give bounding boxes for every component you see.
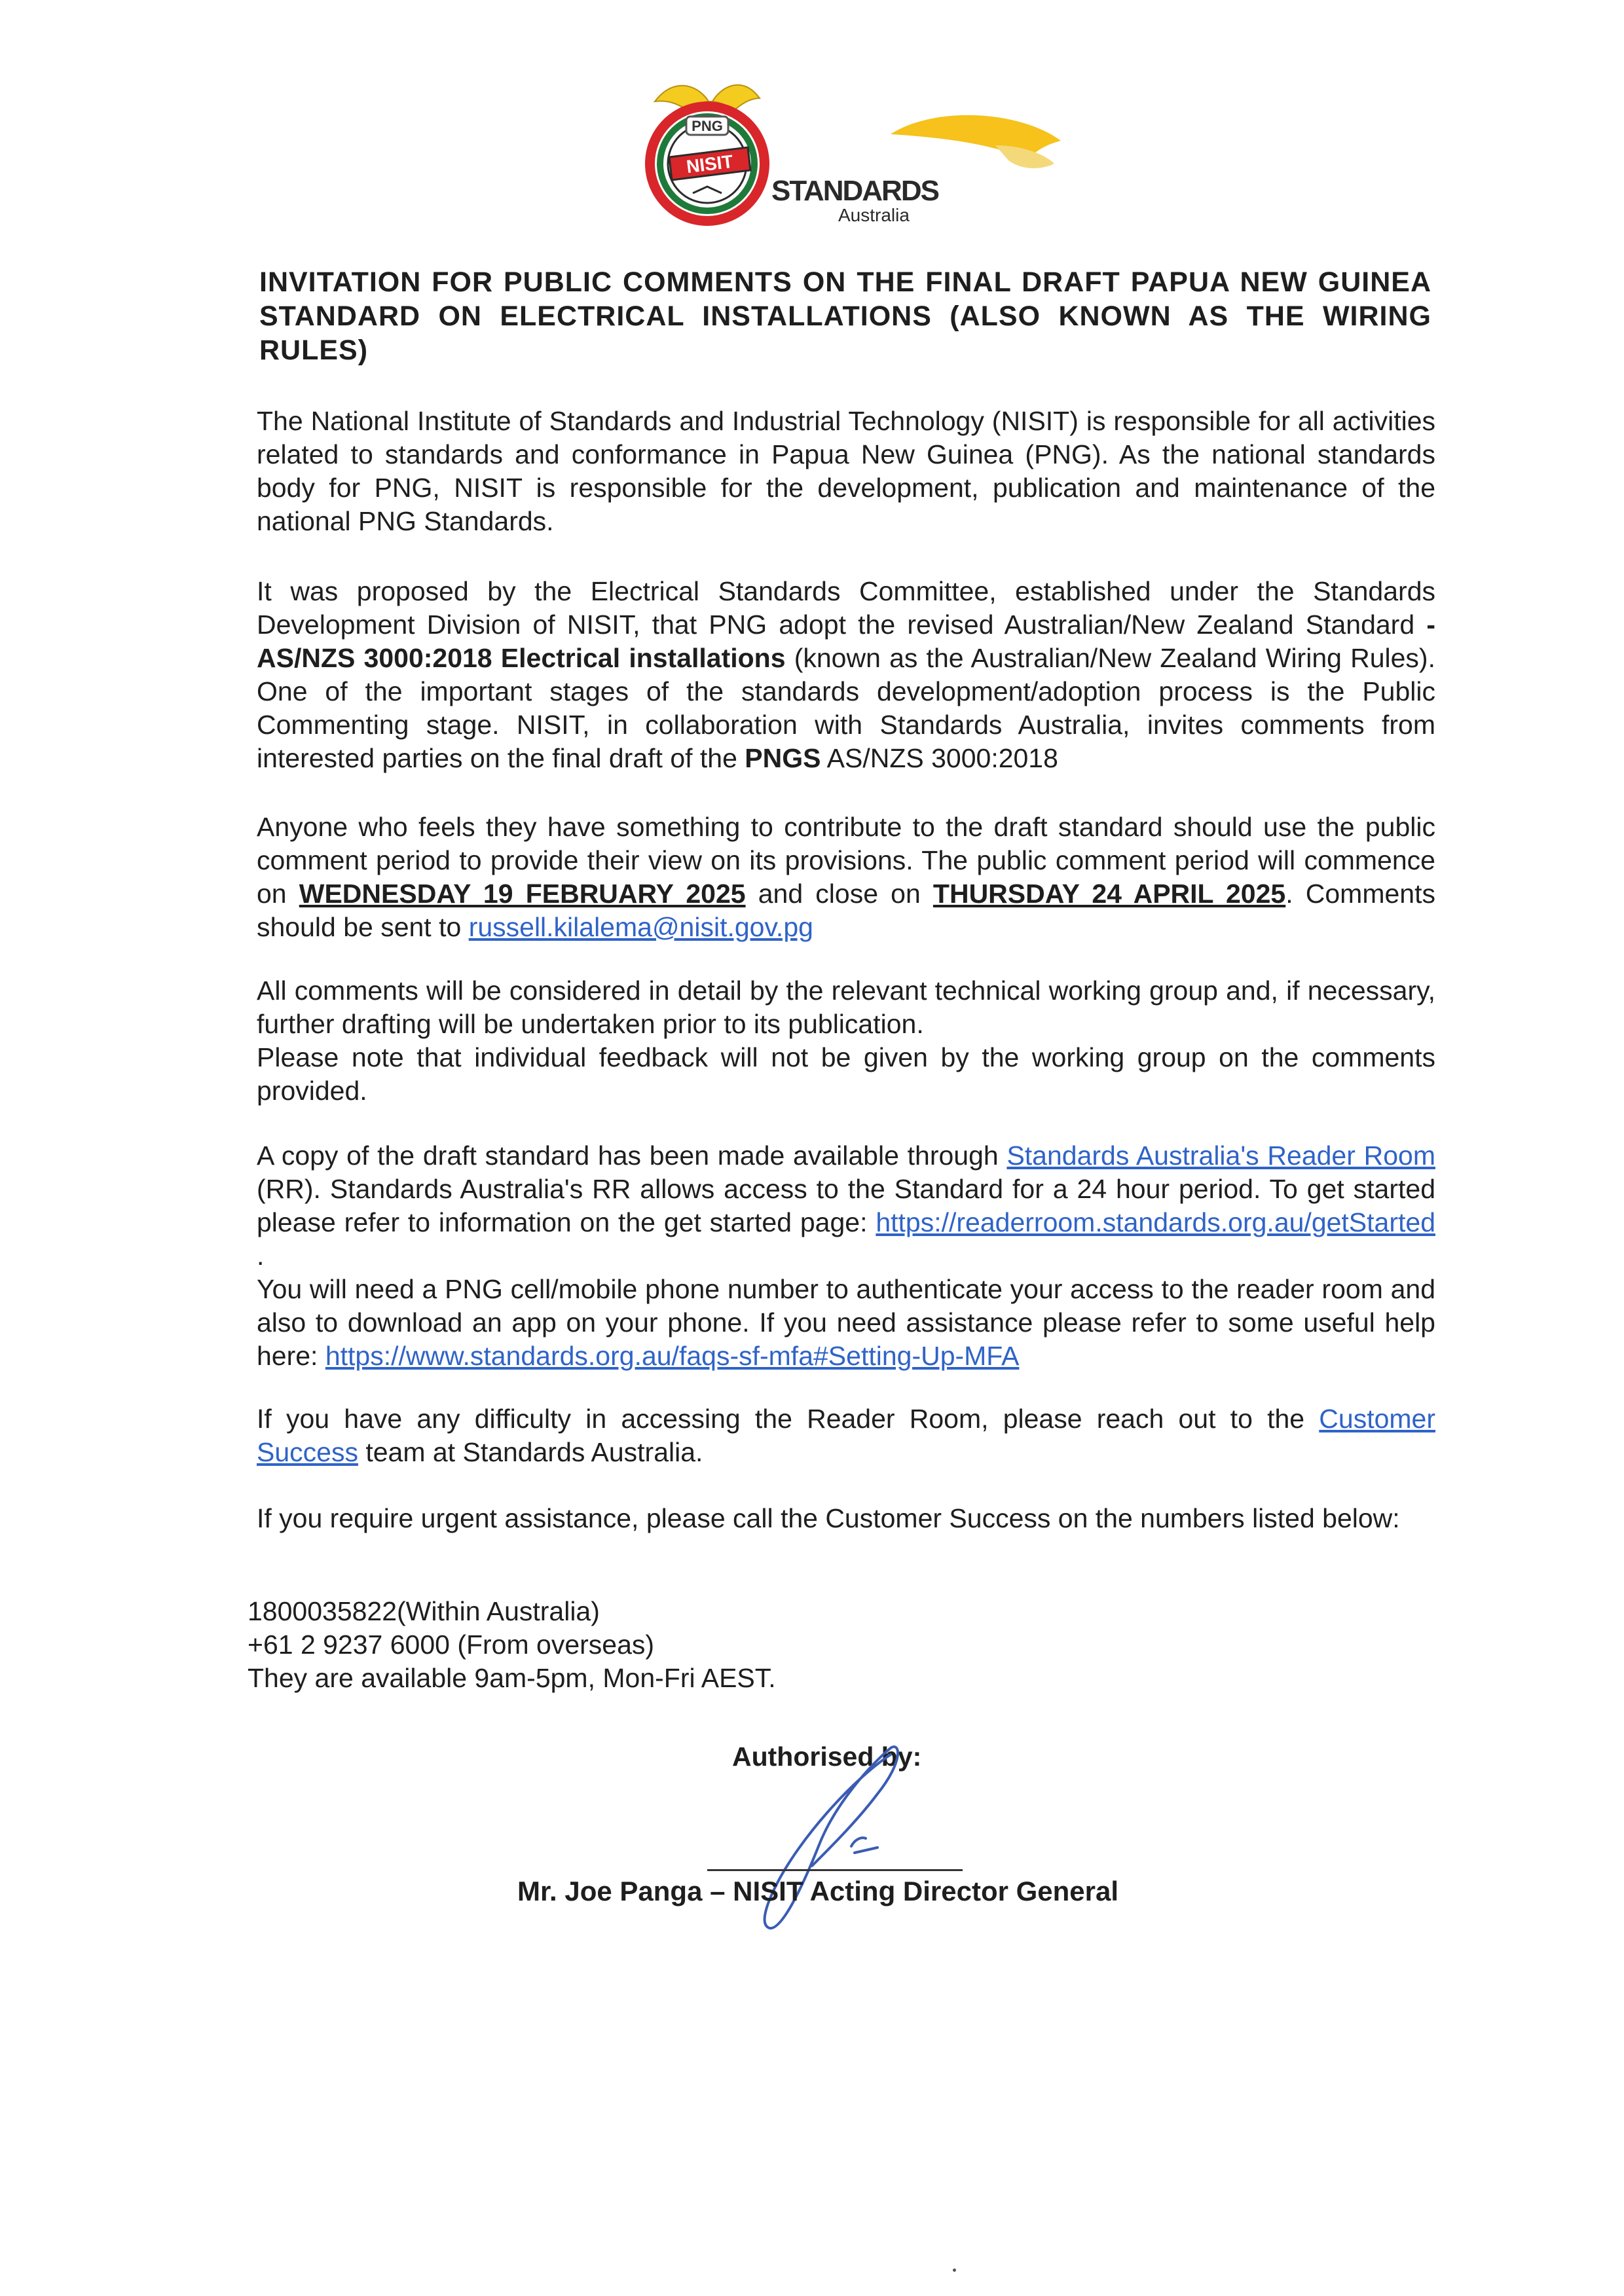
difficulty-text-b: team at Standards Australia. (358, 1437, 703, 1467)
paragraph-comment-period (257, 811, 1435, 944)
feedback-note: Please note that individual feedback will not be given by the working group on the comments provided. (257, 1042, 1435, 1106)
period-text-c: . Comments should be sent to (257, 879, 1435, 942)
reader-room-text-a: A copy of the draft standard has been made available through (257, 1140, 1007, 1171)
header-logos (629, 72, 1100, 242)
proposal-text-a: It was proposed by the Electrical Standards Committee, established under the Standards Development Division of NISIT, that PNG adopt the revised Australian/New Zealand Standard (257, 576, 1435, 640)
nisit-logo (645, 85, 769, 226)
contact-overseas: +61 2 9237 6000 (From overseas) (248, 1630, 655, 1660)
end-date: THURSDAY 24 APRIL 2025 (932, 879, 1286, 909)
difficulty-text-a: If you have any difficulty in accessing the Reader Room, please reach out to the (257, 1404, 1320, 1434)
pngs-label: PNGS (745, 743, 821, 773)
get-started-link[interactable]: https://readerroom.standards.org.au/getStarted (876, 1207, 1435, 1237)
mfa-text: You will need a PNG cell/mobile phone number to authenticate your access to the reader room and also to download an app on your phone. If you need assistance please refer to some useful help here: (257, 1274, 1435, 1371)
start-date: WEDNESDAY 19 FEBRUARY 2025 (299, 879, 746, 909)
paragraph-urgent: If you require urgent assistance, please call the Customer Success on the numbers listed below: (257, 1503, 1400, 1533)
australia-word: Australia (838, 205, 910, 225)
reader-room-text-b: (RR). Standards Australia's RR allows access to the Standard for a 24 hour period. To get started please refer to information on the get started page: (257, 1174, 1435, 1237)
paragraph-consideration (257, 974, 1435, 1108)
proposal-text-c: (known as the Australian/New Zealand Wiring Rules). One of the important stages of the standards development/adoption process is the Public Commenting stage. NISIT, in collaboration with Standards Australia, invites comments from interested parties on the final draft of the (257, 643, 1435, 773)
reader-room-text-c: . (257, 1241, 265, 1271)
nisit-ribbon-text: NISIT (685, 151, 735, 177)
paragraph-reader-room (257, 1139, 1435, 1373)
reader-room-link[interactable]: Standards Australia's Reader Room (1006, 1140, 1435, 1171)
period-text-b: and close on (745, 879, 933, 909)
contact-hours: They are available 9am-5pm, Mon-Fri AEST. (248, 1663, 776, 1693)
paragraph-proposal (257, 575, 1435, 775)
signature-line (707, 1869, 963, 1871)
signer-name: Mr. Joe Panga – NISIT Acting Director General (517, 1876, 1119, 1906)
paragraph-difficulty (257, 1402, 1435, 1469)
standards-australia-logo (771, 115, 1061, 225)
email-link[interactable]: russell.kilalema@nisit.gov.pg (468, 912, 813, 942)
standard-name: - AS/NZS 3000:2018 Electrical installations (257, 610, 1435, 673)
scan-speck (953, 2269, 956, 2272)
consideration-text: All comments will be considered in detail by the relevant technical working group and, if necessary, further drafting will be undertaken prior to its publication. (257, 975, 1435, 1039)
customer-success-link[interactable]: Customer Success (257, 1404, 1435, 1467)
period-text-a: Anyone who feels they have something to contribute to the draft standard should use the public comment period to provide their view on its provisions. The public comment period will commence on (257, 812, 1435, 909)
png-badge-text: PNG (692, 118, 723, 134)
mfa-help-link[interactable]: https://www.standards.org.au/faqs-sf-mfa#Setting-Up-MFA (325, 1341, 1020, 1371)
contact-australia: 1800035822(Within Australia) (248, 1596, 600, 1626)
paragraph-intro: The National Institute of Standards and Industrial Technology (NISIT) is responsible for all activities related to standards and conformance in Papua New Guinea (PNG). As the national standards body for PNG, NISIT is responsible for the development, publication and maintenance of the national PNG Standards. (257, 406, 1435, 536)
authorised-label: Authorised by: (732, 1741, 922, 1772)
standards-word: STANDARDS (771, 175, 938, 207)
handwritten-signature (720, 1728, 956, 1944)
proposal-text-e: AS/NZS 3000:2018 (821, 743, 1058, 773)
document-title: INVITATION FOR PUBLIC COMMENTS ON THE FINAL DRAFT PAPUA NEW GUINEA STANDARD ON ELECTRICAL INSTALLATIONS (ALSO KNOWN AS THE WIRING RULES) (259, 266, 1431, 366)
